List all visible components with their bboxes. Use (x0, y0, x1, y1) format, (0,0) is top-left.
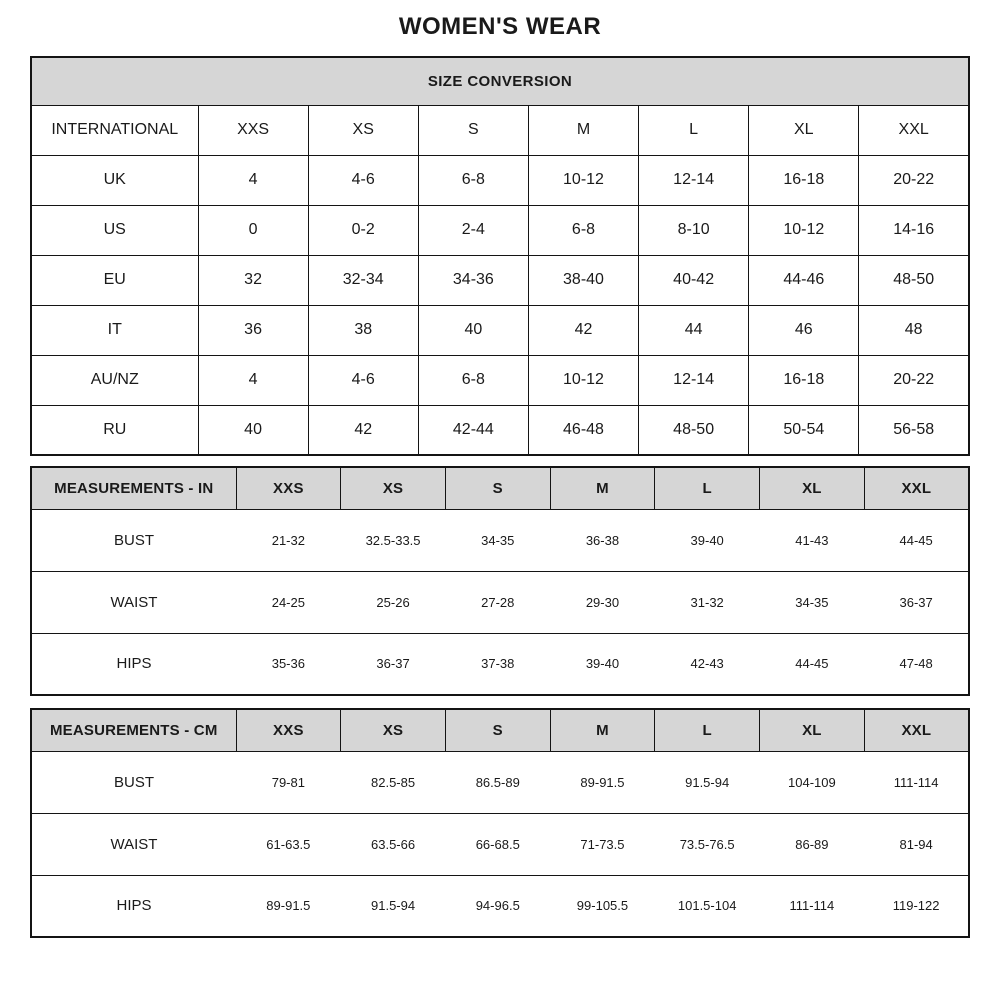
size-conversion-value: 12-14 (639, 355, 749, 405)
size-conversion-value: 38 (308, 305, 418, 355)
size-conversion-value: XXL (859, 105, 969, 155)
measurements-in-header-size: L (655, 467, 760, 509)
size-conversion-value: 10-12 (749, 205, 859, 255)
size-conversion-value: 48 (859, 305, 969, 355)
measurements-in-value: 35-36 (236, 633, 341, 695)
size-conversion-value: 20-22 (859, 155, 969, 205)
size-conversion-value: 46-48 (528, 405, 638, 455)
measurements-in-value: 39-40 (550, 633, 655, 695)
measurements-in-header-size: XXS (236, 467, 341, 509)
measurements-cm-value: 91.5-94 (341, 875, 446, 937)
size-conversion-value: 16-18 (749, 155, 859, 205)
size-conversion-label: US (31, 205, 198, 255)
size-conversion-value: 50-54 (749, 405, 859, 455)
size-conversion-row (31, 405, 969, 455)
size-conversion-value: L (639, 105, 749, 155)
size-conversion-row (31, 305, 969, 355)
size-conversion-value: 4-6 (308, 355, 418, 405)
measurements-in-header-size: XS (341, 467, 446, 509)
size-conversion-value: 48-50 (859, 255, 969, 305)
size-conversion-value: 0 (198, 205, 308, 255)
measurements-cm-header-row (31, 709, 969, 751)
measurements-in-value: 32.5-33.5 (341, 509, 446, 571)
measurements-in-header-size: XL (760, 467, 865, 509)
measurements-cm-value: 111-114 (864, 751, 969, 813)
size-conversion-value: 42-44 (418, 405, 528, 455)
size-conversion-value: 10-12 (528, 155, 638, 205)
measurements-cm-value: 71-73.5 (550, 813, 655, 875)
measurements-in-value: 36-37 (864, 571, 969, 633)
measurements-cm-header-size: XL (760, 709, 865, 751)
measurements-in-header-size: XXL (864, 467, 969, 509)
size-conversion-value: 40 (418, 305, 528, 355)
measurements-in-value: 39-40 (655, 509, 760, 571)
size-conversion-value: S (418, 105, 528, 155)
size-conversion-value: 36 (198, 305, 308, 355)
measurements-in-value: 29-30 (550, 571, 655, 633)
measurements-cm-header-size: XS (341, 709, 446, 751)
size-conversion-value: 4-6 (308, 155, 418, 205)
measurements-in-value: 36-38 (550, 509, 655, 571)
size-conversion-value: 48-50 (639, 405, 749, 455)
size-conversion-table (30, 56, 970, 456)
measurements-cm-value: 82.5-85 (341, 751, 446, 813)
size-conversion-value: 34-36 (418, 255, 528, 305)
size-conversion-row (31, 105, 969, 155)
measurements-cm-row (31, 813, 969, 875)
measurements-in-row (31, 571, 969, 633)
size-conversion-label: INTERNATIONAL (31, 105, 198, 155)
measurements-cm-value: 81-94 (864, 813, 969, 875)
size-conversion-value: 10-12 (528, 355, 638, 405)
size-conversion-value: 4 (198, 355, 308, 405)
size-conversion-label: RU (31, 405, 198, 455)
size-conversion-value: 6-8 (418, 355, 528, 405)
measurements-cm-header-size: XXS (236, 709, 341, 751)
size-conversion-row (31, 205, 969, 255)
size-conversion-value: 32-34 (308, 255, 418, 305)
measurements-cm-value: 94-96.5 (445, 875, 550, 937)
measurements-in-value: 24-25 (236, 571, 341, 633)
measurements-in-header-title: MEASUREMENTS - IN (31, 467, 236, 509)
measurements-in-header-size: S (445, 467, 550, 509)
measurements-in-label: WAIST (31, 571, 236, 633)
measurements-cm-value: 111-114 (760, 875, 865, 937)
size-conversion-value: 8-10 (639, 205, 749, 255)
size-conversion-value: 2-4 (418, 205, 528, 255)
measurements-cm-value: 89-91.5 (550, 751, 655, 813)
size-conversion-value: 40-42 (639, 255, 749, 305)
measurements-cm-value: 91.5-94 (655, 751, 760, 813)
size-conversion-label: AU/NZ (31, 355, 198, 405)
measurements-cm-value: 99-105.5 (550, 875, 655, 937)
size-conversion-row (31, 355, 969, 405)
measurements-in-value: 25-26 (341, 571, 446, 633)
size-conversion-title: SIZE CONVERSION (31, 57, 969, 105)
measurements-in-label: BUST (31, 509, 236, 571)
measurements-in-value: 42-43 (655, 633, 760, 695)
size-conversion-row (31, 255, 969, 305)
size-conversion-title-row (31, 57, 969, 105)
size-conversion-value: XL (749, 105, 859, 155)
size-conversion-value: 32 (198, 255, 308, 305)
size-conversion-value: 20-22 (859, 355, 969, 405)
measurements-in-label: HIPS (31, 633, 236, 695)
measurements-cm-value: 66-68.5 (445, 813, 550, 875)
measurements-cm-table (30, 708, 970, 938)
size-conversion-label: IT (31, 305, 198, 355)
size-conversion-value: 40 (198, 405, 308, 455)
size-conversion-value: 6-8 (418, 155, 528, 205)
measurements-cm-value: 73.5-76.5 (655, 813, 760, 875)
size-conversion-value: M (528, 105, 638, 155)
measurements-in-value: 47-48 (864, 633, 969, 695)
page-title: WOMEN'S WEAR (398, 13, 602, 40)
measurements-in-value: 21-32 (236, 509, 341, 571)
measurements-cm-header-size: L (655, 709, 760, 751)
size-conversion-value: 16-18 (749, 355, 859, 405)
measurements-cm-value: 61-63.5 (236, 813, 341, 875)
size-conversion-value: 42 (528, 305, 638, 355)
size-conversion-label: EU (31, 255, 198, 305)
measurements-in-row (31, 509, 969, 571)
measurements-cm-label: BUST (31, 751, 236, 813)
measurements-cm-value: 104-109 (760, 751, 865, 813)
size-conversion-value: 4 (198, 155, 308, 205)
measurements-in-value: 41-43 (760, 509, 865, 571)
measurements-cm-value: 79-81 (236, 751, 341, 813)
measurements-in-value: 31-32 (655, 571, 760, 633)
measurements-in-value: 34-35 (445, 509, 550, 571)
size-conversion-value: 56-58 (859, 405, 969, 455)
measurements-cm-header-size: M (550, 709, 655, 751)
measurements-in-value: 36-37 (341, 633, 446, 695)
size-conversion-value: 6-8 (528, 205, 638, 255)
measurements-in-row (31, 633, 969, 695)
measurements-in-value: 44-45 (864, 509, 969, 571)
size-conversion-value: 44 (639, 305, 749, 355)
measurements-cm-header-size: XXL (864, 709, 969, 751)
measurements-cm-label: HIPS (31, 875, 236, 937)
measurements-cm-value: 86.5-89 (445, 751, 550, 813)
measurements-cm-value: 89-91.5 (236, 875, 341, 937)
size-conversion-value: XXS (198, 105, 308, 155)
size-conversion-value: 14-16 (859, 205, 969, 255)
measurements-cm-row (31, 751, 969, 813)
measurements-in-value: 44-45 (760, 633, 865, 695)
measurements-in-value: 34-35 (760, 571, 865, 633)
measurements-cm-row (31, 875, 969, 937)
size-conversion-value: XS (308, 105, 418, 155)
measurements-in-value: 27-28 (445, 571, 550, 633)
measurements-cm-header-title: MEASUREMENTS - CM (31, 709, 236, 751)
size-conversion-row (31, 155, 969, 205)
size-conversion-value: 12-14 (639, 155, 749, 205)
measurements-cm-value: 63.5-66 (341, 813, 446, 875)
measurements-cm-header-size: S (445, 709, 550, 751)
size-conversion-value: 38-40 (528, 255, 638, 305)
size-conversion-value: 44-46 (749, 255, 859, 305)
size-conversion-label: UK (31, 155, 198, 205)
size-conversion-value: 0-2 (308, 205, 418, 255)
measurements-cm-value: 119-122 (864, 875, 969, 937)
measurements-in-value: 37-38 (445, 633, 550, 695)
measurements-cm-value: 101.5-104 (655, 875, 760, 937)
size-conversion-value: 46 (749, 305, 859, 355)
measurements-in-header-size: M (550, 467, 655, 509)
measurements-cm-label: WAIST (31, 813, 236, 875)
size-conversion-value: 42 (308, 405, 418, 455)
measurements-in-table (30, 466, 970, 696)
measurements-cm-value: 86-89 (760, 813, 865, 875)
measurements-in-header-row (31, 467, 969, 509)
